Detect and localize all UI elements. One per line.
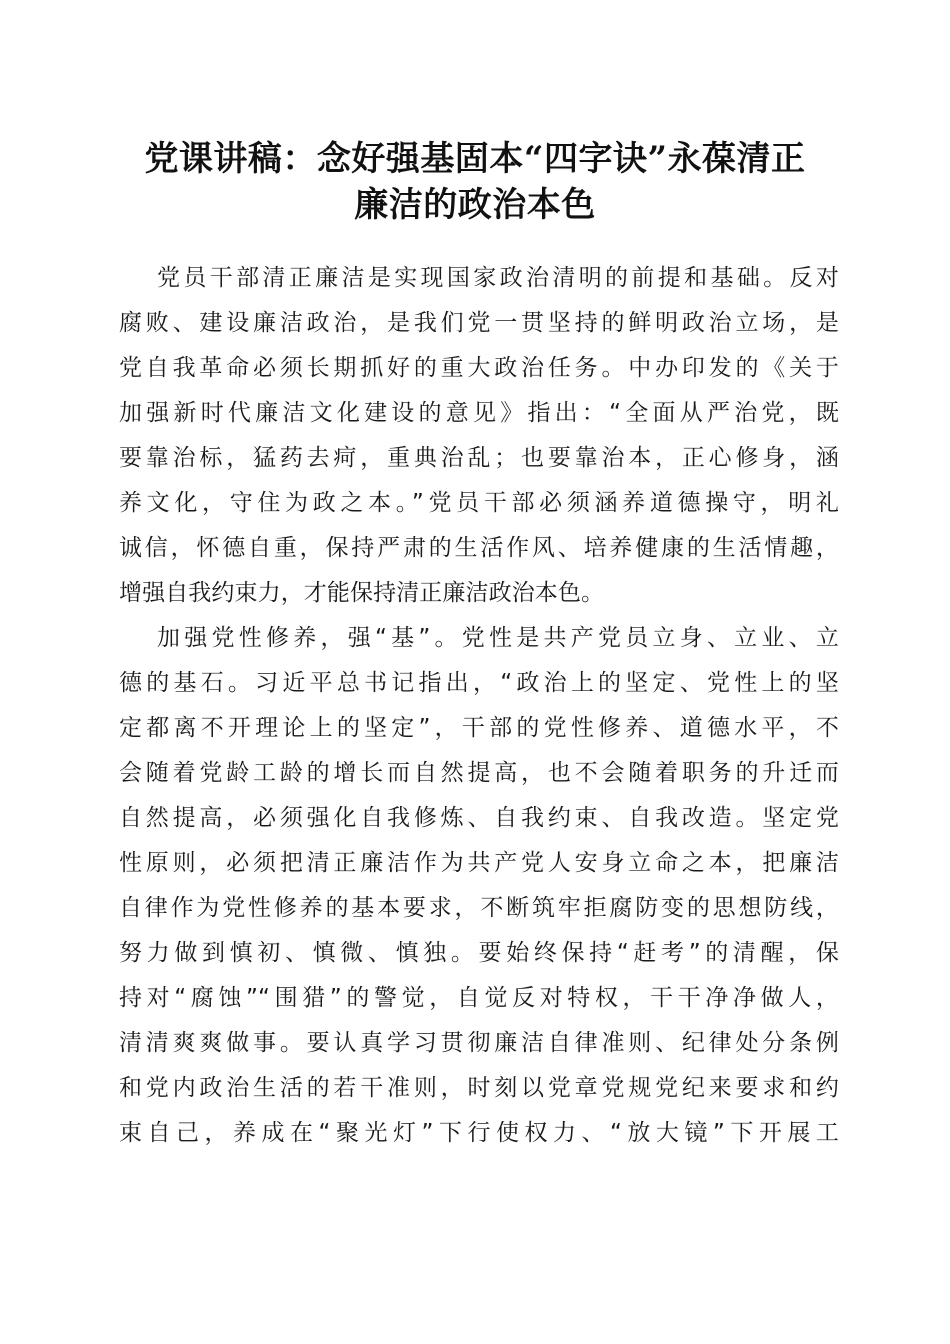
- paragraph-line: 党员干部清正廉洁是实现国家政治清明的前提和基础。反对: [157, 265, 839, 291]
- document-title: [100, 136, 850, 228]
- paragraph-line: 腐败、建设廉洁政治，是我们党一贯坚持的鲜明政治立场，是: [119, 310, 839, 336]
- paragraph-2: [119, 616, 839, 1156]
- paragraph-line: 清清爽爽做事。要认真学习贯彻廉洁自律准则、纪律处分条例: [119, 1030, 839, 1056]
- paragraph-line: 要靠治标，猛药去疴，重典治乱；也要靠治本，正心修身，涵: [119, 445, 839, 471]
- paragraph-line: 性原则，必须把清正廉洁作为共产党人安身立命之本，把廉洁: [119, 850, 839, 876]
- paragraph-line: 德的基石。习近平总书记指出，“政治上的坚定、党性上的坚: [119, 670, 839, 696]
- title-line: 廉洁的政治本色: [354, 185, 596, 225]
- title-line: 党课讲稿：念好强基固本“四字诀”永葆清正: [144, 139, 806, 179]
- paragraph-line: 会随着党龄工龄的增长而自然提高，也不会随着职务的升迁而: [119, 760, 839, 786]
- paragraph-line: 自律作为党性修养的基本要求，不断筑牢拒腐防变的思想防线，: [119, 895, 839, 921]
- paragraph-line: 增强自我约束力，才能保持清正廉洁政治本色。: [119, 580, 605, 606]
- paragraph-line: 养文化，守住为政之本。”党员干部必须涵养道德操守，明礼: [119, 490, 839, 516]
- paragraph-line: 和党内政治生活的若干准则，时刻以党章党规党纪来要求和约: [119, 1075, 839, 1101]
- paragraph-line: 持对“腐蚀”“围猎”的警觉，自觉反对特权，干干净净做人，: [119, 985, 839, 1011]
- paragraph-line: 自然提高，必须强化自我修炼、自我约束、自我改造。坚定党: [119, 805, 839, 831]
- paragraph-line: 党自我革命必须长期抓好的重大政治任务。中办印发的《关于: [119, 355, 839, 381]
- paragraph-line: 束自己，养成在“聚光灯”下行使权力、“放大镜”下开展工: [119, 1120, 839, 1146]
- paragraph-line: 努力做到慎初、慎微、慎独。要始终保持“赶考”的清醒，保: [119, 940, 839, 966]
- paragraph-line: 诚信，怀德自重，保持严肃的生活作风、培养健康的生活情趣，: [119, 535, 839, 561]
- paragraph-line: 加强党性修养，强“基”。党性是共产党员立身、立业、立: [157, 625, 839, 651]
- paragraph-line: 加强新时代廉洁文化建设的意见》指出：“全面从严治党，既: [119, 400, 839, 426]
- document-body: [119, 256, 839, 1156]
- paragraph-1: [119, 256, 839, 616]
- paragraph-line: 定都离不开理论上的坚定”，干部的党性修养、道德水平，不: [119, 715, 839, 741]
